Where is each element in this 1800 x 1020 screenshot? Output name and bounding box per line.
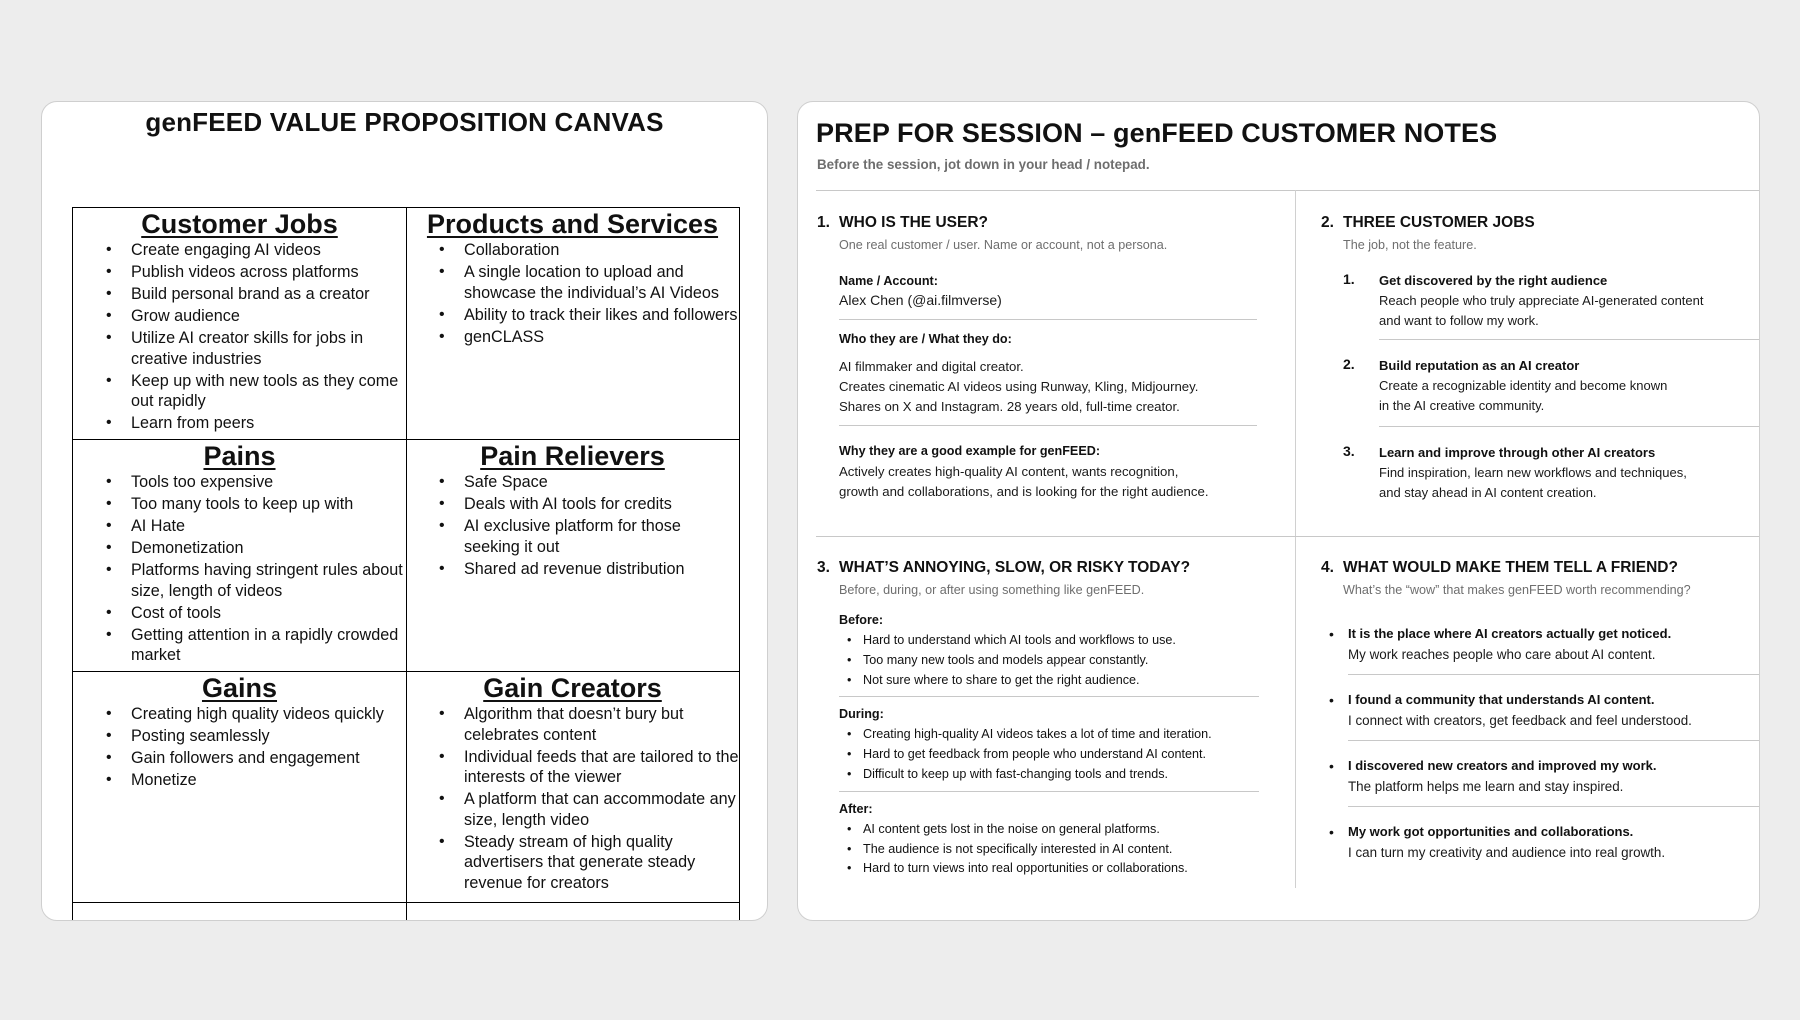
list-item: • Build personal brand as a creator [73,284,406,305]
list-item: • Tools too expensive [73,472,406,493]
job-number: 1. [1343,271,1355,287]
wow-item [1321,822,1760,863]
section-heading: WHAT WOULD MAKE THEM TELL A FRIEND? [1343,559,1678,576]
pain-relievers-list [406,472,739,579]
list-item: • Steady stream of high quality advertisers that generate steady revenue for creators [406,832,739,894]
list-item: • AI Hate [73,516,406,537]
notes-subtitle: Before the session, jot down in your head / notepad. [817,157,1150,172]
list-item: • Create engaging AI videos [73,240,406,261]
pains-cell [73,440,406,671]
list-item: • Collaboration [406,240,739,261]
after-list [839,820,1259,879]
who-line: Shares on X and Instagram. 28 years old, full-time creator. [839,399,1180,414]
job-text: and want to follow my work. [1379,313,1539,328]
pains-heading: Pains [203,441,276,471]
list-item: • Publish videos across platforms [73,262,406,283]
job-text: and stay ahead in AI content creation. [1379,485,1597,500]
section-tell-a-friend [1321,559,1760,863]
section-number: 4. [1321,559,1334,576]
job-item [1343,356,1760,416]
section-number: 1. [817,214,830,231]
section-heading: WHO IS THE USER? [839,214,988,231]
name-label: Name / Account: [839,274,938,288]
divider [1348,674,1760,675]
wow-item [1321,756,1760,797]
divider [839,319,1257,320]
canvas-title: genFEED VALUE PROPOSITION CANVAS [145,107,664,137]
why-description [839,462,1257,502]
wow-title: I found a community that understands AI content. [1348,692,1655,707]
products-services-heading: Products and Services [426,209,719,239]
list-item: • Safe Space [406,472,739,493]
wow-text: The platform helps me learn and stay inspired. [1348,779,1624,794]
during-label: During: [839,707,884,722]
why-line: growth and collaborations, and is looking for the right audience. [839,484,1209,499]
pain-relievers-heading: Pain Relievers [480,441,665,471]
list-item: • AI exclusive platform for those seeking it out [406,516,739,557]
gains-cell [73,672,406,902]
gains-heading: Gains [201,673,278,703]
pains-list [73,472,406,666]
job-item [1343,271,1760,331]
divider [1379,426,1760,427]
during-list [839,725,1259,784]
section-subtitle: The job, not the feature. [1343,238,1477,252]
divider [839,791,1259,792]
section-number: 3. [817,559,830,576]
value-proposition-canvas [41,101,768,921]
list-item: • Learn from peers [73,413,406,434]
list-item: • Hard to understand which AI tools and workflows to use. [839,631,1259,651]
section-subtitle: Before, during, or after using something like genFEED. [839,583,1145,597]
gain-creators-cell [406,672,739,902]
job-number: 2. [1343,356,1355,372]
who-line: Creates cinematic AI videos using Runway, Kling, Midjourney. [839,379,1199,394]
job-title: Learn and improve through other AI creators [1379,445,1656,460]
after-label: After: [839,801,873,816]
section-who-is-user [817,214,1257,502]
job-text: in the AI creative community. [1379,398,1545,413]
list-item: • Keep up with new tools as they come out rapidly [73,371,406,412]
who-description [839,357,1257,417]
section-number: 2. [1321,214,1334,231]
section-customer-jobs [1321,214,1760,503]
gains-list [73,704,406,791]
header-divider [816,190,1759,191]
bullet: • [1329,692,1334,708]
list-item: • Not sure where to share to get the right audience. [839,671,1259,691]
list-item: • Cost of tools [73,603,406,624]
list-item: • Grow audience [73,306,406,327]
job-item [1343,443,1760,503]
section-heading: WHAT’S ANNOYING, SLOW, OR RISKY TODAY? [839,559,1191,576]
who-label: Who they are / What they do: [839,332,1012,346]
list-item: • Ability to track their likes and followers [406,305,739,326]
list-item: • Deals with AI tools for credits [406,494,739,515]
wow-item [1321,690,1760,731]
why-line: Actively creates high-quality AI content, wants recognition, [839,464,1179,479]
list-item: • Gain followers and engagement [73,748,406,769]
section-annoying-slow-risky [817,559,1277,879]
column-divider [1295,190,1296,888]
customer-jobs-heading: Customer Jobs [141,209,338,239]
job-text: Create a recognizable identity and become known [1379,378,1668,393]
bullet: • [1329,824,1334,840]
wow-text: My work reaches people who care about AI content. [1348,647,1656,662]
list-item: • Individual feeds that are tailored to the interests of the viewer [406,747,739,788]
products-services-cell [406,208,739,439]
list-item: • A platform that can accommodate any size, length video [406,789,739,830]
divider [839,425,1257,426]
divider [839,696,1259,697]
pain-relievers-cell [406,440,739,671]
job-title: Build reputation as an AI creator [1379,358,1580,373]
list-item: • Utilize AI creator skills for jobs in creative industries [73,328,406,369]
customer-jobs-cell [73,208,406,439]
gain-creators-list [406,704,739,893]
list-item: • Hard to turn views into real opportunities or collaborations. [839,859,1259,879]
list-item: • Posting seamlessly [73,726,406,747]
list-item: • Demonetization [73,538,406,559]
list-item: • A single location to upload and showcase the individual’s AI Videos [406,262,739,303]
section-heading: THREE CUSTOMER JOBS [1343,214,1535,231]
list-item: • Too many new tools and models appear constantly. [839,651,1259,671]
wow-title: My work got opportunities and collaborations. [1348,824,1634,839]
gain-creators-heading: Gain Creators [483,673,662,703]
list-item: • Too many tools to keep up with [73,494,406,515]
wow-text: I can turn my creativity and audience into real growth. [1348,845,1666,860]
job-number: 3. [1343,443,1355,459]
bullet: • [1329,626,1334,642]
row-divider [816,536,1759,537]
grid-divider [73,902,739,903]
divider [1348,740,1760,741]
list-item: • Creating high quality videos quickly [73,704,406,725]
customer-jobs-list [73,240,406,434]
bullet: • [1329,758,1334,774]
list-item: • genCLASS [406,327,739,348]
name-value: Alex Chen (@ai.filmverse) [839,292,1002,308]
customer-notes [797,101,1760,921]
list-item: • Getting attention in a rapidly crowded market [73,625,406,666]
who-line: AI filmmaker and digital creator. [839,359,1024,374]
before-list [839,631,1259,690]
job-text: Reach people who truly appreciate AI-generated content [1379,293,1704,308]
job-text: Find inspiration, learn new workflows and techniques, [1379,465,1687,480]
job-title: Get discovered by the right audience [1379,273,1608,288]
list-item: • Platforms having stringent rules about size, length of videos [73,560,406,601]
why-label: Why they are a good example for genFEED: [839,444,1101,458]
list-item: • Hard to get feedback from people who understand AI content. [839,745,1259,765]
list-item: • Shared ad revenue distribution [406,559,739,580]
section-subtitle: What’s the “wow” that makes genFEED worth recommending? [1343,583,1691,597]
wow-title: I discovered new creators and improved my work. [1348,758,1657,773]
products-services-list [406,240,739,347]
list-item: • Algorithm that doesn’t bury but celebrates content [406,704,739,745]
wow-text: I connect with creators, get feedback and feel understood. [1348,713,1692,728]
before-label: Before: [839,613,884,627]
list-item: • Creating high-quality AI videos takes a lot of time and iteration. [839,725,1259,745]
canvas-grid [72,207,740,921]
list-item: • The audience is not specifically interested in AI content. [839,840,1259,860]
section-subtitle: One real customer / user. Name or account, not a persona. [839,238,1168,252]
list-item: • Monetize [73,770,406,791]
notes-title: PREP FOR SESSION – genFEED CUSTOMER NOTES [816,118,1498,148]
wow-item [1321,624,1760,665]
wow-title: It is the place where AI creators actually get noticed. [1348,626,1672,641]
divider [1379,339,1760,340]
list-item: • Difficult to keep up with fast-changing tools and trends. [839,765,1259,785]
list-item: • AI content gets lost in the noise on general platforms. [839,820,1259,840]
divider [1348,806,1760,807]
